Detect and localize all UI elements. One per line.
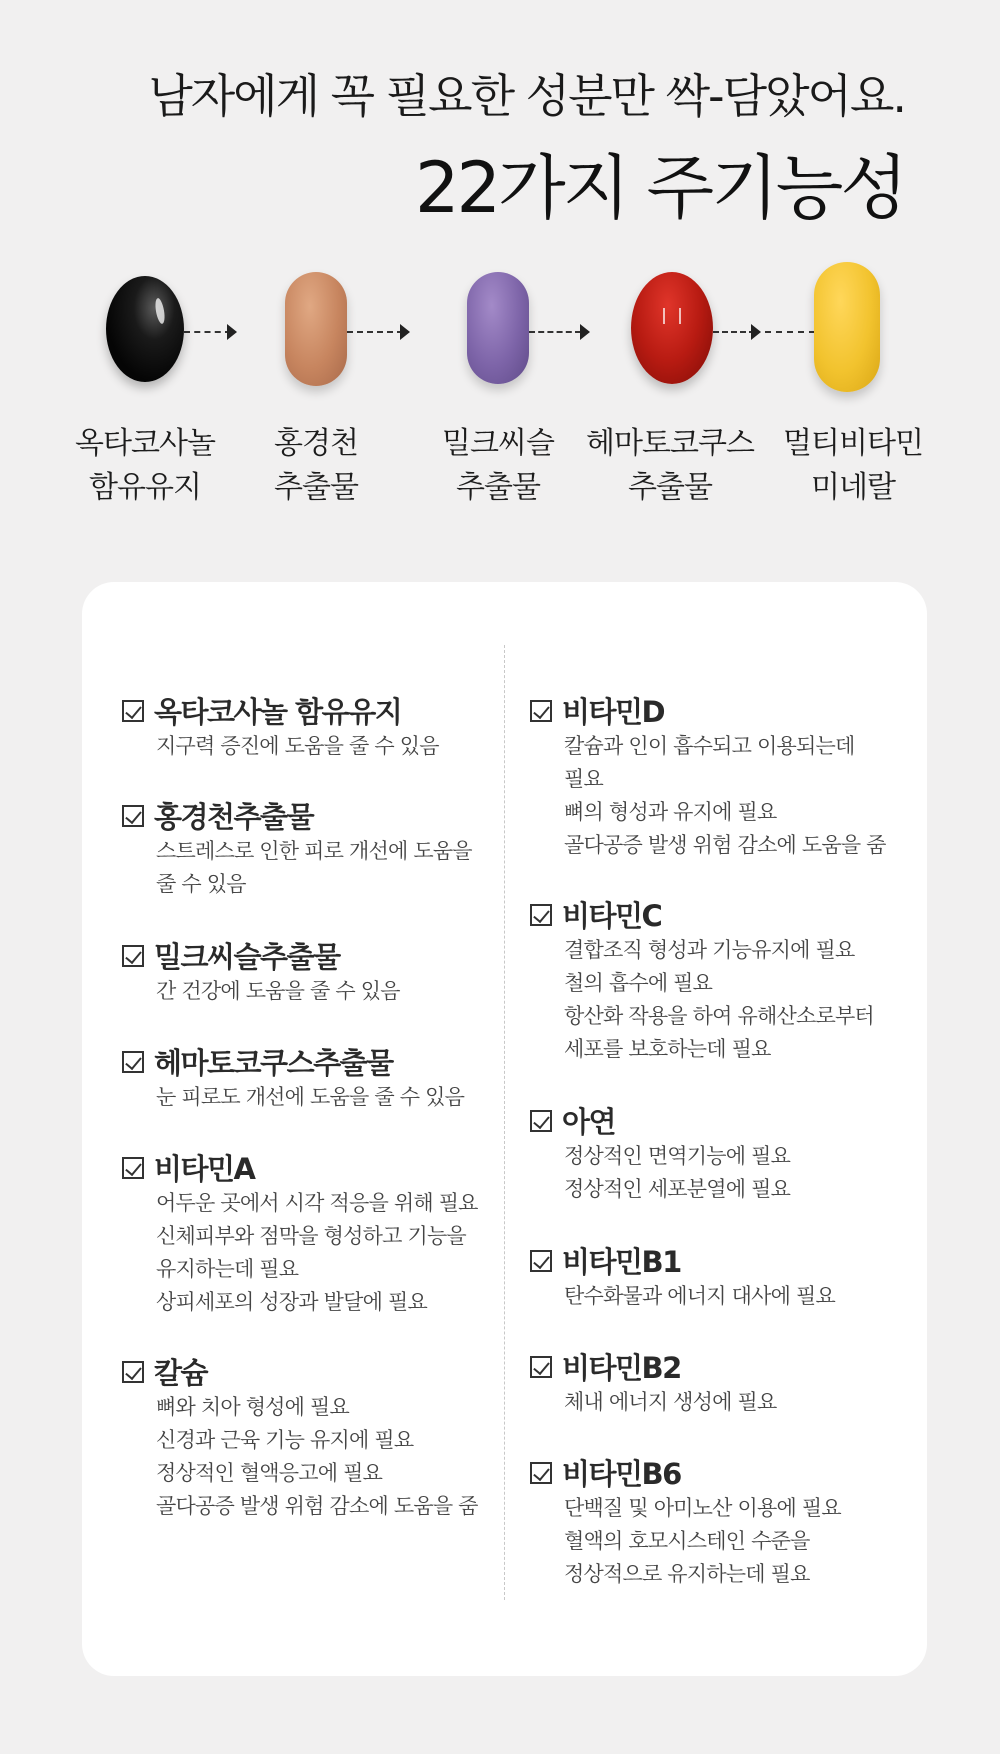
checkbox-icon [122,805,144,827]
description-line: 뼈의 형성과 유지에 필요 [564,800,777,824]
description-line: 결합조직 형성과 기능유지에 필요 [564,938,855,962]
connector-line [184,331,231,333]
connector-line [347,331,403,333]
pill-label-line: 미네랄 [811,470,895,505]
description-line: 필요 [564,767,603,791]
description-line: 세포를 보호하는데 필요 [564,1037,771,1061]
description-line: 정상적인 세포분열에 필요 [564,1177,791,1201]
ingredient-description [564,1280,900,1313]
pill-label [216,422,416,510]
ingredient-item [122,935,492,1008]
arrow-right-icon [580,324,590,340]
ingredient-item [122,795,492,901]
checkbox-icon [530,1250,552,1272]
ingredient-title: 칼슘 [154,1355,208,1390]
ingredient-title: 비타민B2 [562,1350,681,1385]
description-line: 단백질 및 아미노산 이용에 필요 [564,1496,841,1520]
checkbox-icon [122,1051,144,1073]
ingredient-title: 밀크씨슬추출물 [154,939,340,974]
yellow-tablet-image [814,262,880,392]
checkbox-icon [530,904,552,926]
ingredient-title: 옥타코사놀 함유유지 [154,694,402,729]
ingredient-description [156,730,492,763]
pill-label [398,422,598,510]
description-line: 줄 수 있음 [156,872,246,896]
checkbox-icon [530,1462,552,1484]
ingredient-item [530,690,900,862]
ingredient-title: 비타민A [154,1151,255,1186]
ingredient-title: 아연 [562,1104,616,1139]
description-line: 정상적인 면역기능에 필요 [564,1144,791,1168]
pill-label [570,422,770,510]
ingredient-description [564,730,900,862]
pill-label-line: 추출물 [274,470,358,505]
description-line: 체내 에너지 생성에 필요 [564,1390,777,1414]
ingredient-item [530,1346,900,1419]
connector-line [765,331,815,333]
description-line: 스트레스로 인한 피로 개선에 도움을 [156,839,472,863]
description-line: 신체피부와 점막을 형성하고 기능을 [156,1224,466,1248]
ingredient-item [122,1147,492,1319]
column-divider [504,645,505,1600]
description-line: 골다공증 발생 위험 감소에 도움을 줌 [156,1494,478,1518]
pill-label [45,422,245,510]
pill-label-line: 밀크씨슬 [442,426,554,461]
pill-label-line: 추출물 [628,470,712,505]
description-line: 신경과 근육 기능 유지에 필요 [156,1428,414,1452]
checkbox-icon [530,700,552,722]
ingredient-item [530,1240,900,1313]
checkbox-icon [122,1361,144,1383]
pill-label-line: 멀티비타민 [783,426,923,461]
description-line: 지구력 증진에 도움을 줄 수 있음 [156,734,439,758]
description-line: 항산화 작용을 하여 유해산소로부터 [564,1004,874,1028]
description-line: 간 건강에 도움을 줄 수 있음 [156,979,400,1003]
description-line: 정상적인 혈액응고에 필요 [156,1461,383,1485]
connector-line [713,331,755,333]
checkbox-icon [530,1356,552,1378]
description-line: 탄수화물과 에너지 대사에 필요 [564,1284,835,1308]
connector-line [529,331,581,333]
ingredient-description [156,835,492,901]
ingredient-description [564,1140,900,1206]
description-line: 철의 흡수에 필요 [564,971,713,995]
description-line: 어두운 곳에서 시각 적응을 위해 필요 [156,1191,478,1215]
pill-label-line: 함유유지 [89,470,201,505]
checkbox-icon [122,1157,144,1179]
black-softgel-image [106,276,184,382]
description-line: 골다공증 발생 위험 감소에 도움을 줌 [564,833,886,857]
ingredient-title: 비타민B1 [562,1244,681,1279]
ingredient-title: 헤마토코쿠스추출물 [154,1045,393,1080]
orange-tablet-image [285,272,347,386]
ingredient-item [122,690,492,763]
description-line: 유지하는데 필요 [156,1257,299,1281]
ingredient-description [156,1391,492,1523]
ingredient-title: 비타민B6 [562,1456,681,1491]
ingredient-description [156,975,492,1008]
description-line: 혈액의 호모시스테인 수준을 [564,1529,810,1553]
ingredient-item [122,1351,492,1523]
ingredient-title: 홍경천추출물 [154,799,314,834]
checkbox-icon [122,700,144,722]
red-softgel-image [631,272,713,384]
ingredient-item [530,1452,900,1591]
arrow-right-icon [751,324,761,340]
ingredient-item [530,894,900,1066]
pill-label-line: 옥타코사놀 [75,426,215,461]
ingredient-item [122,1041,492,1114]
ingredient-description [156,1081,492,1114]
description-line: 칼슘과 인이 흡수되고 이용되는데 [564,734,855,758]
arrow-right-icon [227,324,237,340]
ingredient-description [156,1187,492,1319]
description-line: 상피세포의 성장과 발달에 필요 [156,1290,427,1314]
ingredient-title: 비타민C [562,898,662,933]
ingredient-item [530,1100,900,1206]
ingredient-description [564,1386,900,1419]
checkbox-icon [122,945,144,967]
arrow-right-icon [400,324,410,340]
ingredient-title: 비타민D [562,694,665,729]
description-line: 정상적으로 유지하는데 필요 [564,1562,810,1586]
ingredient-description [564,1492,900,1591]
purple-tablet-image [467,272,529,384]
checkbox-icon [530,1110,552,1132]
pill-label-line: 추출물 [456,470,540,505]
pill-label [753,422,953,510]
description-line: 뼈와 치아 형성에 필요 [156,1395,349,1419]
page-title: 22가지 주기능성 [414,147,905,229]
ingredient-description [564,934,900,1066]
pill-label-line: 홍경천 [274,426,358,461]
pill-label-line: 헤마토코쿠스 [586,426,754,461]
description-line: 눈 피로도 개선에 도움을 줄 수 있음 [156,1085,465,1109]
page-subtitle: 남자에게 꼭 필요한 성분만 싹-담았어요. [148,69,905,123]
